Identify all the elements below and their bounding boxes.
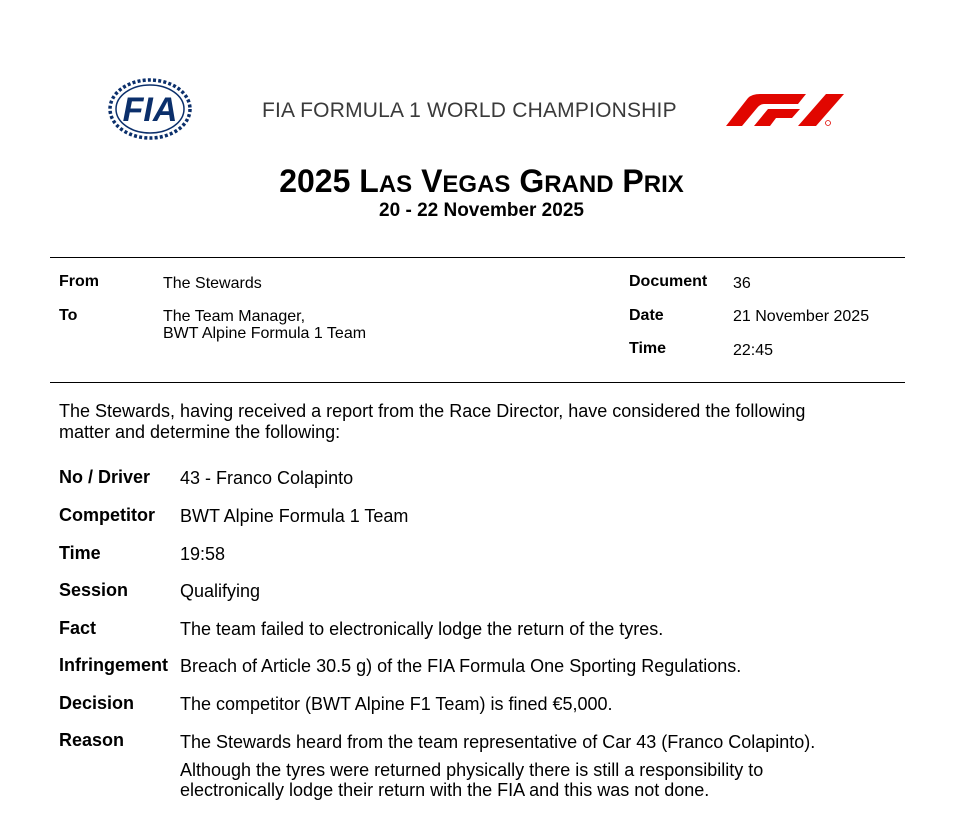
intro-line-2: matter and determine the following: xyxy=(59,422,341,442)
f1-logo xyxy=(724,92,848,128)
reason-label: Reason xyxy=(59,730,125,750)
reason-value: The Stewards heard from the team representative of Car 43 (Franco Colapinto). xyxy=(180,732,816,752)
event-name-prix: RIX xyxy=(643,171,684,198)
competitor-value: BWT Alpine Formula 1 Team xyxy=(180,506,409,526)
document-value: 36 xyxy=(733,275,751,292)
from-value: The Stewards xyxy=(163,275,262,292)
document-label: Document xyxy=(629,273,708,290)
from-label: From xyxy=(59,273,99,290)
date-label: Date xyxy=(629,307,664,324)
championship-title: FIA FORMULA 1 WORLD CHAMPIONSHIP xyxy=(262,99,677,122)
driver-label: No / Driver xyxy=(59,467,151,487)
time-label: Time xyxy=(629,340,667,357)
fia-logo-text: FIA xyxy=(122,91,178,129)
time-row-label: Time xyxy=(59,543,101,563)
infringement-label: Infringement xyxy=(59,655,169,675)
to-value-line-1: The Team Manager, xyxy=(163,308,306,325)
session-value: Qualifying xyxy=(180,581,261,601)
competitor-label: Competitor xyxy=(59,505,155,525)
fact-label: Fact xyxy=(59,618,97,638)
event-dates: 20 - 22 November 2025 xyxy=(379,200,584,221)
divider-top xyxy=(50,257,905,258)
driver-value: 43 - Franco Colapinto xyxy=(180,468,354,488)
decision-value: The competitor (BWT Alpine F1 Team) is fined €5,000. xyxy=(180,694,613,714)
divider-bottom xyxy=(50,382,905,383)
event-name-las: AS xyxy=(378,171,413,198)
decision-label: Decision xyxy=(59,693,135,713)
event-name-vegas: EGAS xyxy=(442,171,511,198)
fia-logo xyxy=(108,78,192,140)
session-label: Session xyxy=(59,580,129,600)
reason-continuation-2: electronically lodge their return with the FIA and this was not done. xyxy=(180,780,710,800)
intro-line-1: The Stewards, having received a report from the Race Director, have considered the following xyxy=(59,401,806,421)
fact-value: The team failed to electronically lodge the return of the tyres. xyxy=(180,619,664,639)
reason-continuation-1: Although the tyres were returned physically there is still a responsibility to xyxy=(180,760,764,780)
event-name-grand: RAND xyxy=(544,171,614,198)
to-label: To xyxy=(59,307,78,324)
time-row-value: 19:58 xyxy=(180,544,226,564)
event-title: 2025 LAS VEGAS GRAND PRIX xyxy=(279,163,684,199)
event-year: 2025 xyxy=(279,163,351,199)
date-value: 21 November 2025 xyxy=(733,308,870,325)
infringement-value: Breach of Article 30.5 g) of the FIA Formula One Sporting Regulations. xyxy=(180,656,742,676)
intro-paragraph xyxy=(59,401,899,443)
to-value-line-2: BWT Alpine Formula 1 Team xyxy=(163,325,367,342)
time-value: 22:45 xyxy=(733,342,774,359)
